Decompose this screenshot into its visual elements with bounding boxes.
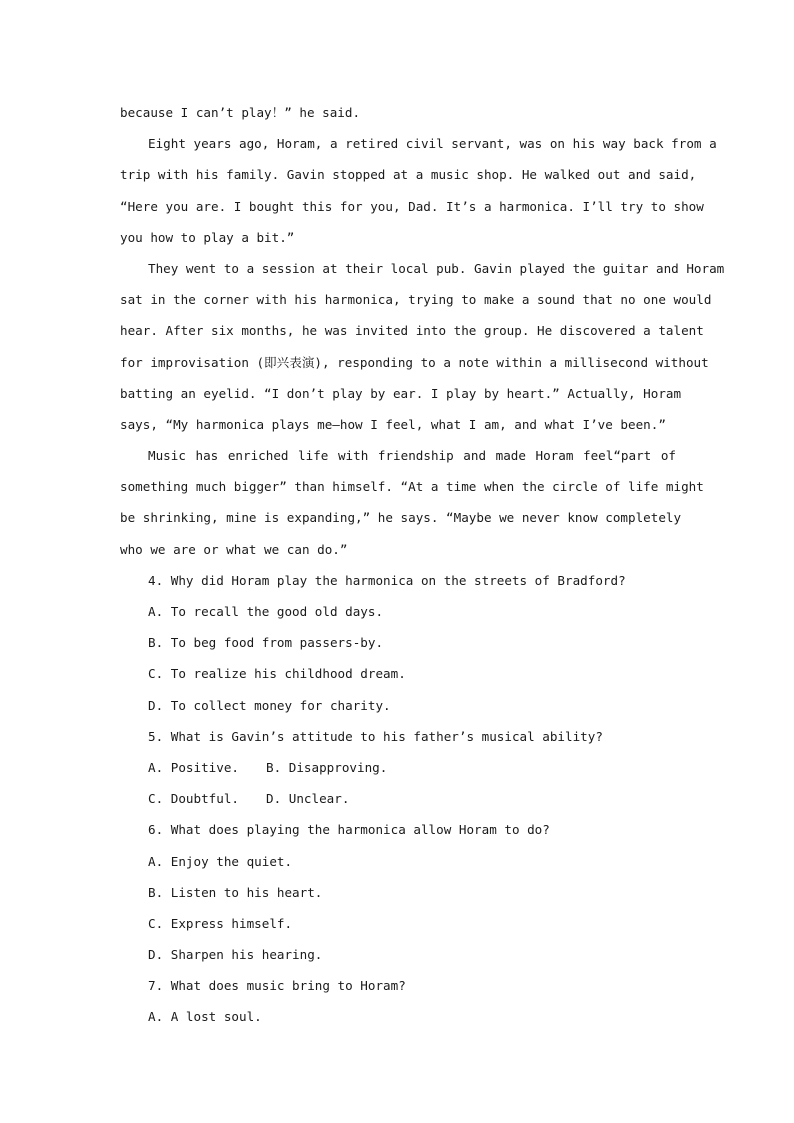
answer-option: A. To recall the good old days.	[148, 604, 384, 619]
answer-option: C. Express himself.	[148, 915, 293, 931]
passage-line: because I can’t play！” he said.	[120, 105, 361, 120]
answer-option: A. Enjoy the quiet.	[148, 853, 293, 869]
passage-line: something much bigger” than himself. “At a time when the circle of life might	[120, 479, 704, 495]
passage-line: says, “My harmonica plays me—how I feel, what I am, and what I’ve been.”	[120, 416, 666, 432]
answer-option-row	[120, 783, 676, 814]
answer-option: D. Sharpen his hearing.	[148, 947, 323, 963]
document-content	[120, 97, 725, 1033]
answer-option: B. Listen to his heart.	[148, 884, 323, 900]
passage-line: batting an eyelid. “I don’t play by ear. I play by heart.” Actually, Horam	[120, 385, 682, 401]
answer-option: A. Positive.	[148, 759, 239, 775]
passage-line: hear. After six months, he was invited into the group. He discovered a talent	[120, 323, 704, 339]
passage-line: trip with his family. Gavin stopped at a music shop. He walked out and said,	[120, 167, 697, 183]
passage-line: “Here you are. I bought this for you, Dad. It’s a harmonica. I’ll try to show	[120, 198, 704, 214]
question-6	[120, 814, 676, 970]
question-4	[120, 565, 676, 721]
passage-line: sat in the corner with his harmonica, trying to make a sound that no one would	[120, 292, 712, 308]
answer-option: C. To realize his childhood dream.	[148, 666, 406, 682]
question-stem: 7. What does music bring to Horam?	[148, 978, 406, 994]
answer-option: B. Disapproving.	[266, 759, 388, 775]
question-7	[120, 970, 676, 1032]
passage-line: Music has enriched life with friendship and made Horam feel“part of	[148, 448, 676, 464]
question-stem: 6. What does playing the harmonica allow Horam to do?	[148, 822, 550, 838]
question-5	[120, 721, 676, 815]
passage	[120, 97, 725, 565]
passage-line: be shrinking, mine is expanding,” he says. “Maybe we never know completely	[120, 510, 682, 526]
answer-option: C. Doubtful.	[148, 791, 239, 807]
question-stem: 5. What is Gavin’s attitude to his father’s musical ability?	[148, 728, 603, 744]
question-stem: 4. Why did Horam play the harmonica on the streets of Bradford?	[148, 572, 626, 588]
passage-line: who we are or what we can do.”	[120, 541, 348, 557]
answer-option-row	[120, 752, 676, 783]
answer-option: B. To beg food from passers-by.	[148, 635, 384, 651]
passage-line: Eight years ago, Horam, a retired civil servant, was on his way back from a	[148, 136, 717, 152]
passage-line: for improvisation (即兴表演), responding to a note within a millisecond without	[120, 354, 709, 370]
passage-line: They went to a session at their local pub. Gavin played the guitar and Horam	[148, 260, 725, 276]
answer-option: A. A lost soul.	[148, 1009, 262, 1025]
passage-line: you how to play a bit.”	[120, 229, 295, 245]
answer-option: D. To collect money for charity.	[148, 697, 391, 713]
answer-option: D. Unclear.	[266, 791, 350, 807]
